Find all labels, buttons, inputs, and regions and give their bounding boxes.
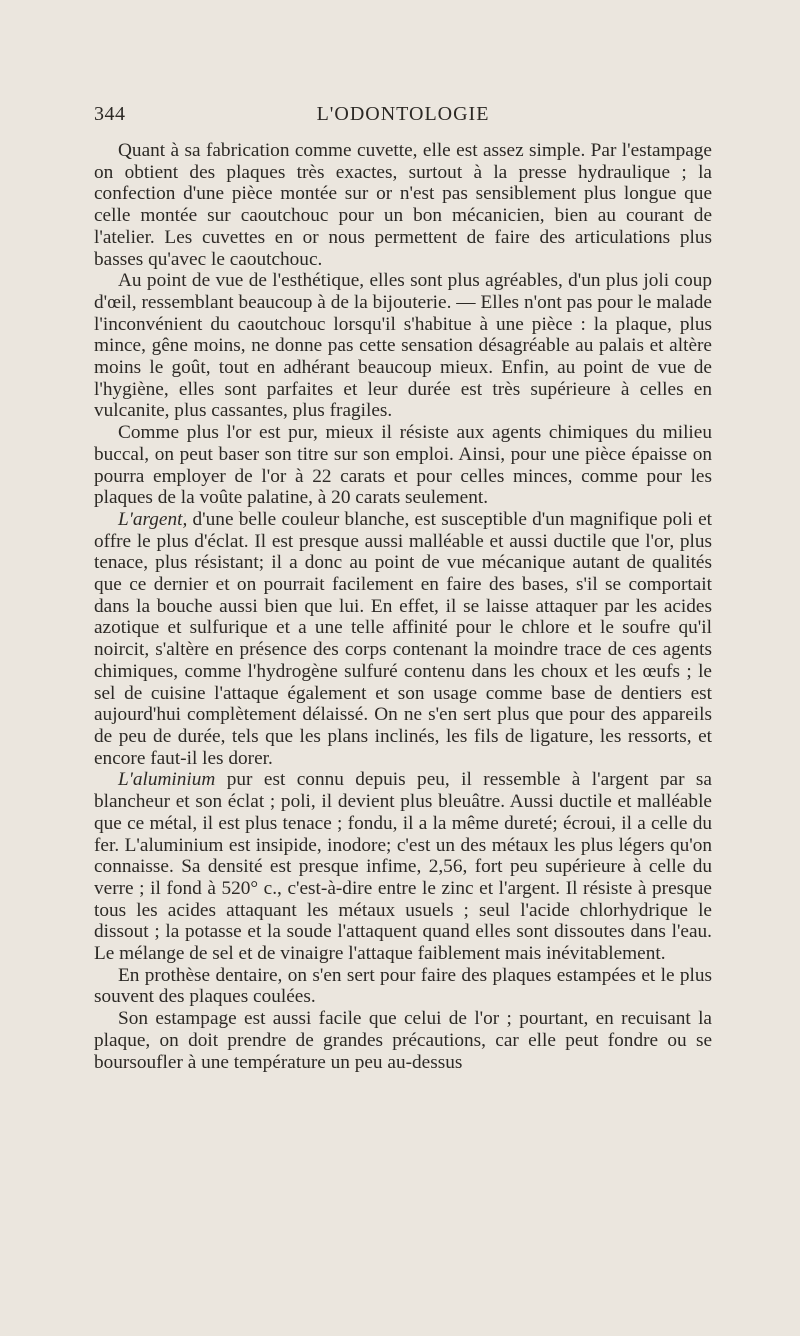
paragraph-aluminium-prosthesis: En prothèse dentaire, on s'en sert pour faire des plaques estampées et le plus souvent des plaques coulées. bbox=[94, 964, 712, 1008]
page-number: 344 bbox=[94, 103, 126, 125]
paragraph-gold-esthetics: Au point de vue de l'esthétique, elles sont plus agréables, d'un plus joli coup d'œil, ressemblant beaucoup à de la bijouterie. — Elles n'ont pas pour le malade l'inconvénient du caoutchouc lorsqu'il s'habitue à une pièce : la plaque, plus mince, gêne moins, ne donne pas cette sensation désagréable au palais et altère moins le goût, tout en adhérant beaucoup mieux. Enfin, au point de vue de l'hygiène, elles sont parfaites et leur durée est très supérieure à celles en vulcanite, plus cassantes, plus fragiles. bbox=[94, 270, 712, 422]
body-text bbox=[94, 140, 712, 1073]
paragraph-gold-fabrication: Quant à sa fabrication comme cuvette, elle est assez simple. Par l'estampage on obtient des plaques très exactes, surtout à la presse hydraulique ; la confection d'une pièce montée sur or n'est pas sensiblement plus longue que celle montée sur caoutchouc pour un bon mécanicien, bien au courant de l'atelier. Les cuvettes en or nous permettent de faire des articulations plus basses qu'avec le caoutchouc. bbox=[94, 140, 712, 270]
paragraph-aluminium-stamping: Son estampage est aussi facile que celui de l'or ; pourtant, en recuisant la plaque, on doit prendre de grandes précautions, car elle peut fondre ou se boursoufler à une température un peu au-dessus bbox=[94, 1008, 712, 1073]
paragraph-gold-purity: Comme plus l'or est pur, mieux il résiste aux agents chimiques du milieu buccal, on peut baser son titre sur son emploi. Ainsi, pour une pièce épaisse on pourra employer de l'or à 22 carats et pour celles minces, comme pour les plaques de la voûte palatine, à 20 carats seulement. bbox=[94, 422, 712, 509]
page-header bbox=[94, 103, 712, 131]
running-head: L'ODONTOLOGIE bbox=[316, 103, 490, 125]
paragraph-aluminium: L'aluminium pur est connu depuis peu, il ressemble à l'argent par sa blancheur et son éclat ; poli, il devient plus bleuâtre. Aussi ductile et malléable que ce métal, il est plus tenace ; fondu, il a la même dureté; écroui, il a celle du fer. L'aluminium est insipide, inodore; c'est un des métaux les plus légers qu'on connaisse. Sa densité est presque infime, 2,56, fort peu supérieure à celle du verre ; il fond à 520° c., c'est-à-dire entre le zinc et l'argent. Il résiste à presque tous les acides attaquant les métaux usuels ; seul l'acide chlorhydrique le dissout ; la potasse et la soude l'attaquent quand elles sont dissoutes dans l'eau. Le mélange de sel et de vinaigre l'attaque faiblement mais inévitablement. bbox=[94, 769, 712, 965]
term-aluminium: L'aluminium bbox=[118, 769, 216, 791]
term-silver: L'argent, bbox=[118, 508, 188, 530]
paragraph-silver: L'argent, d'une belle couleur blanche, est susceptible d'un magnifique poli et offre le plus d'éclat. Il est presque aussi malléable et aussi ductile que l'or, plus tenace, plus résistant; il a donc au point de vue mécanique autant de qualités que ce dernier et on pourrait facilement en faire des bases, s'il se comportait dans la bouche aussi bien que lui. En effet, il se laisse attaquer par les acides azotique et sulfurique et a une telle affinité pour le chlore et le soufre qu'il noircit, s'altère en présence des corps contenant la moindre trace de ces agents chimiques, comme l'hydrogène sulfuré contenu dans les choux et les œufs ; le sel de cuisine l'attaque également et son usage comme base de dentiers est aujourd'hui complètement délaissé. On ne s'en sert plus que pour des appareils de peu de durée, tels que les plans inclinés, les fils de ligature, les ressorts, et encore faut-il les dorer. bbox=[94, 508, 712, 769]
